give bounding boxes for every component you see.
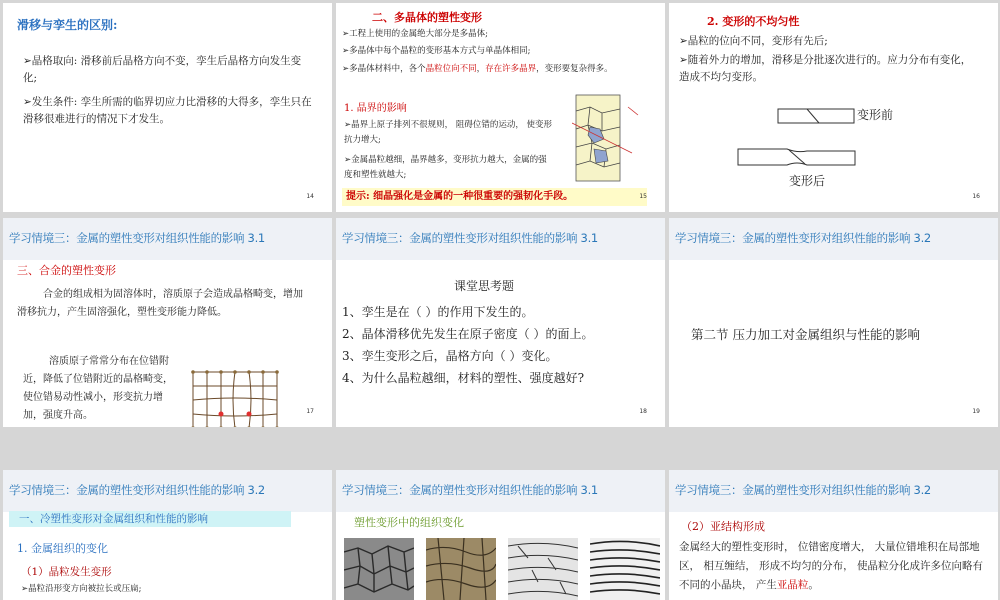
slide-22-header: 学习情境三：金属的塑性变形对组织性能的影响 3.2	[669, 470, 998, 512]
slide-19-header: 学习情境三：金属的塑性变形对组织性能的影响 3.2	[669, 218, 998, 260]
slide-15-bullet-2: ➢金属晶粒越细，晶界越多，变形抗力越大，金属的强度和塑性就越大;	[344, 155, 547, 180]
slide-20-header: 学习情境三：金属的塑性变形对组织性能的影响 3.2	[3, 470, 332, 512]
slide-20-thumbnail[interactable]	[3, 470, 332, 600]
bar-before-deformation	[777, 105, 857, 127]
slide-20-subtitle: 1. 金属组织的变化	[17, 542, 108, 555]
slide-18-title: 课堂思考题	[454, 279, 515, 293]
slide-15-bullet-1: ➢晶界上原子排列不很规则， 阻碍位错的运动， 使变形抗力增大;	[344, 120, 553, 145]
slide-15-subtitle: 1. 晶界的影响	[344, 103, 407, 114]
slide-17-title: 三、合金的塑性变形	[17, 264, 116, 277]
slide-16-line-2: ➢随着外力的增加，滑移是分批逐次进行的。应力分布有变化，造成不均匀变形。	[679, 54, 972, 83]
slide-15-tip: 提示: 细晶强化是金属的一种很重要的强韧化手段。	[342, 188, 647, 206]
slide-21-caption: 塑性变形中的组织变化	[354, 516, 464, 529]
slide-15-thumbnail[interactable]	[336, 3, 665, 212]
slide-20-bullet-1: ➢晶粒沿形变方向被拉长或压扁;	[21, 584, 142, 594]
slide-20-section-bar: 一、冷塑性变形对金属组织和性能的影响	[9, 511, 291, 527]
micrograph-elongated-grains	[508, 538, 578, 600]
slide-15-title: 二、多晶体的塑性变形	[372, 11, 482, 24]
label-after: 变形后	[789, 174, 826, 188]
slide-22-paragraph: 金属经大的塑性变形时， 位错密度增大， 大量位错堆积在局部地区， 相互缠结， 形成不均匀的分布， 使晶粒分化成许多位向略有不同的小晶块， 产生亚晶粒。	[679, 541, 984, 591]
slide-16-page-number: 16	[972, 193, 980, 200]
slide-17-thumbnail[interactable]	[3, 218, 332, 427]
slide-17-page-number: 17	[306, 408, 314, 415]
slide-18-page-number: 18	[639, 408, 647, 415]
slide-19-page-number: 19	[972, 408, 980, 415]
slide-21-thumbnail[interactable]	[336, 470, 665, 600]
slide-15-line-2: ➢多晶体中每个晶粒的变形基本方式与单晶体相同;	[342, 46, 531, 56]
slide-16-thumbnail[interactable]	[669, 3, 998, 212]
slide-17-header: 学习情境三：金属的塑性变形对组织性能的影响 3.1	[3, 218, 332, 260]
bar-after-deformation	[737, 145, 857, 169]
slide-14-thumbnail[interactable]	[3, 3, 332, 212]
slide-21-header: 学习情境三：金属的塑性变形对组织性能的影响 3.1	[336, 470, 665, 512]
slide-16-title: 2. 变形的不均匀性	[707, 15, 800, 28]
slide-18-header: 学习情境三：金属的塑性变形对组织性能的影响 3.1	[336, 218, 665, 260]
slide-18-question-2: 2、晶体滑移优先发生在原子密度（ ）的面上。	[342, 327, 594, 341]
slide-19-thumbnail[interactable]	[669, 218, 998, 427]
slide-14-point-2: ➢发生条件: 孪生所需的临界切应力比滑移的大得多，孪生只在滑移很难进行的情况下才发生。	[23, 96, 312, 125]
slide-22-thumbnail[interactable]	[669, 470, 998, 600]
slide-14-title: 滑移与孪生的区别:	[17, 18, 118, 32]
slide-14-page-number: 14	[306, 193, 314, 200]
slide-16-line-1: ➢晶粒的位向不同，变形有先后;	[679, 35, 828, 47]
micrograph-deformed-grains	[426, 538, 496, 600]
slide-17-paragraph-2: 溶质原子常常分布在位错附近，降低了位错附近的晶格畸变，使位错易动性减小，形变抗力增加，强度升高。	[23, 356, 173, 421]
slide-14-point-1: ➢晶格取向: 滑移前后晶格方向不变，孪生后晶格方向发生变化;	[23, 55, 302, 84]
slide-20-item: （1）晶粒发生变形	[21, 566, 112, 578]
slide-18-question-3: 3、孪生变形之后，晶格方向（ ）变化。	[342, 349, 558, 363]
polycrystal-grain-figure	[572, 93, 642, 183]
slide-22-title: （2）亚结构形成	[681, 520, 765, 533]
slide-18-thumbnail[interactable]	[336, 218, 665, 427]
slide-19-section-title: 第二节 压力加工对金属组织与性能的影响	[691, 327, 920, 342]
micrograph-equiaxed-grains	[344, 538, 414, 600]
slide-18-question-4: 4、为什么晶粒越细，材料的塑性、强度越好?	[342, 371, 585, 385]
micrograph-fibrous-structure	[590, 538, 660, 600]
slide-17-paragraph-1: 合金的组成相为固溶体时，溶质原子会造成晶格畸变，增加滑移抗力，产生固溶强化，塑性变形能力降低。	[17, 289, 303, 318]
label-before: 变形前	[857, 108, 894, 122]
distorted-lattice-figure	[189, 368, 285, 427]
slide-15-line-3: ➢多晶体材料中，各个晶粒位向不同，存在许多晶界，变形要复杂得多。	[342, 64, 613, 74]
slide-18-question-1: 1、孪生是在（ ）的作用下发生的。	[342, 305, 534, 319]
slide-15-page-number: 15	[639, 193, 647, 200]
slide-15-line-1: ➢工程上使用的金属绝大部分是多晶体;	[342, 29, 488, 39]
